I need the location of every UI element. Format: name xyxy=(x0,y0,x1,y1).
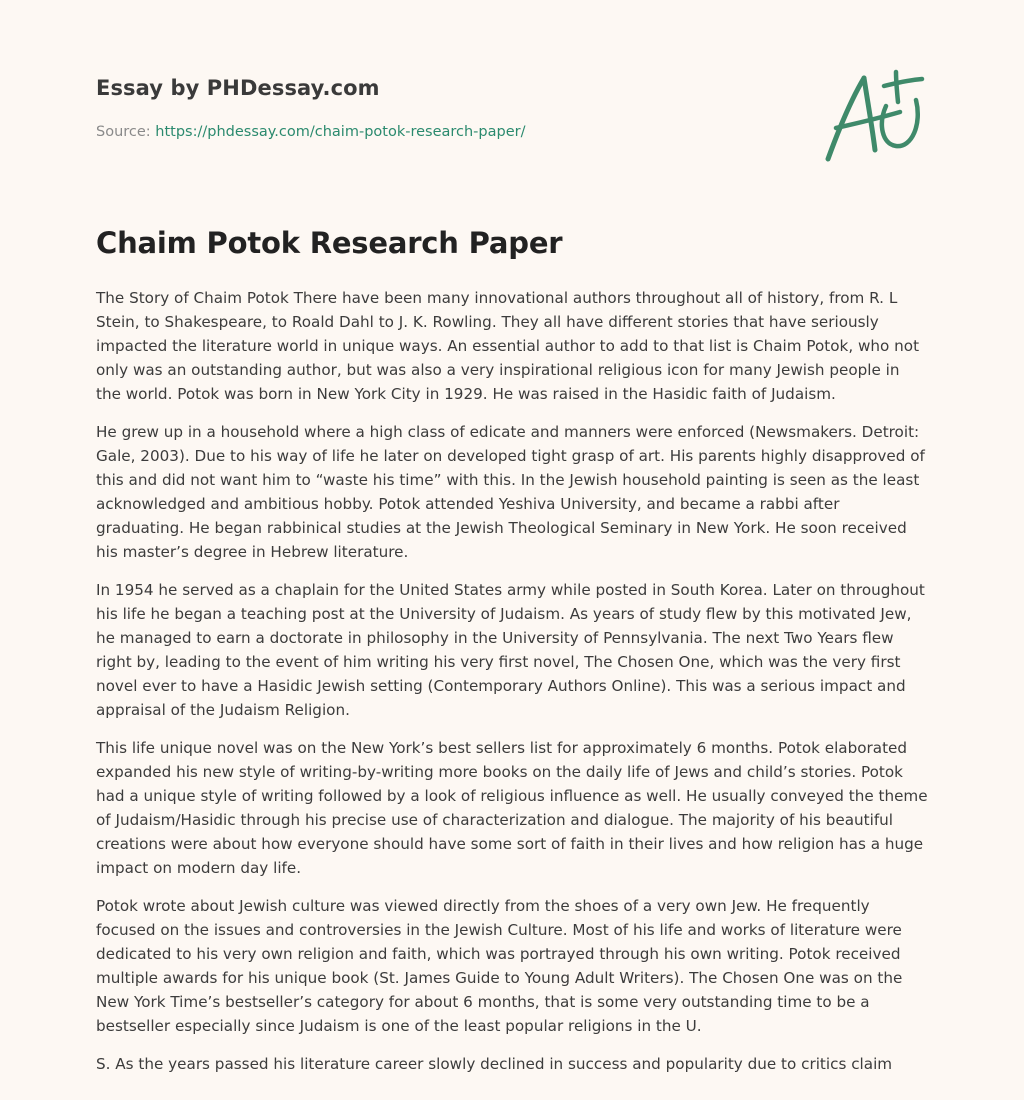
paragraph: S. As the years passed his literature career slowly declined in success and popularity due to critics claim xyxy=(96,1055,893,1073)
source-link[interactable]: https://phdessay.com/chaim-potok-research-paper/ xyxy=(155,124,526,140)
paragraph: Potok wrote about Jewish culture was viewed directly from the shoes of a very own Jew. He frequently focused on the issues and controversies in the Jewish Culture. Most of his life and works of literature were dedicated to his very own religion and faith, which was portrayed through his own writing. Potok received multiple awards for his unique book (St. James Guide to Young Adult Writers). The Chosen One was on the New York Time’s bestseller’s category for about 6 months, that is some very outstanding time to be a bestseller especially since Judaism is one of the least popular religions in the U. xyxy=(96,897,903,1035)
a-plus-logo-graphic xyxy=(818,64,930,168)
essay-body xyxy=(96,286,928,1090)
paragraph: This life unique novel was on the New York’s best sellers list for approximately 6 months. Potok elaborated expanded his new style of writing-by-writing more books on the daily life of Jews and child’s stories. Potok had a unique style of writing followed by a look of religious influence as well. He usually conveyed the theme of Judaism/Hasidic through his precise use of characterization and dialogue. The majority of his beautiful creations were about how everyone should have some sort of faith in their lives and how religion has a huge impact on modern day life. xyxy=(96,739,928,877)
paragraph: The Story of Chaim Potok There have been many innovational authors throughout all of history, from R. L Stein, to Shakespeare, to Roald Dahl to J. K. Rowling. They all have different stories that have seriously impacted the literature world in unique ways. An essential author to add to that list is Chaim Potok, who not only was an outstanding author, but was also a very inspirational religious icon for many Jewish people in the world. Potok was born in New York City in 1929. He was raised in the Hasidic faith of Judaism. xyxy=(96,289,920,403)
source-label: Source: xyxy=(96,124,156,140)
document-title: Chaim Potok Research Paper xyxy=(96,226,563,260)
site-title: Essay by PHDessay.com xyxy=(96,76,380,100)
a-plus-logo xyxy=(818,64,930,168)
paragraph: In 1954 he served as a chaplain for the United States army while posted in South Korea. Later on throughout his life he began a teaching post at the University of Judaism. As years of study flew by this motivated Jew, he managed to earn a doctorate in philosophy in the University of Pennsylvania. The next Two Years flew right by, leading to the event of him writing his very first novel, The Chosen One, which was the very first novel ever to have a Hasidic Jewish setting (Contemporary Authors Online). This was a serious impact and appraisal of the Judaism Religion. xyxy=(96,581,925,719)
paragraph: He grew up in a household where a high class of edicate and manners were enforced (Newsmakers. Detroit: Gale, 2003). Due to his way of life he later on developed tight grasp of art. His parents highly disapproved of this and did not want him to “waste his time” with this. In the Jewish household painting is seen as the least acknowledged and ambitious hobby. Potok attended Yeshiva University, and became a rabbi after graduating. He began rabbinical studies at the Jewish Theological Seminary in New York. He soon received his master’s degree in Hebrew literature. xyxy=(96,423,925,561)
source-line xyxy=(96,124,525,140)
